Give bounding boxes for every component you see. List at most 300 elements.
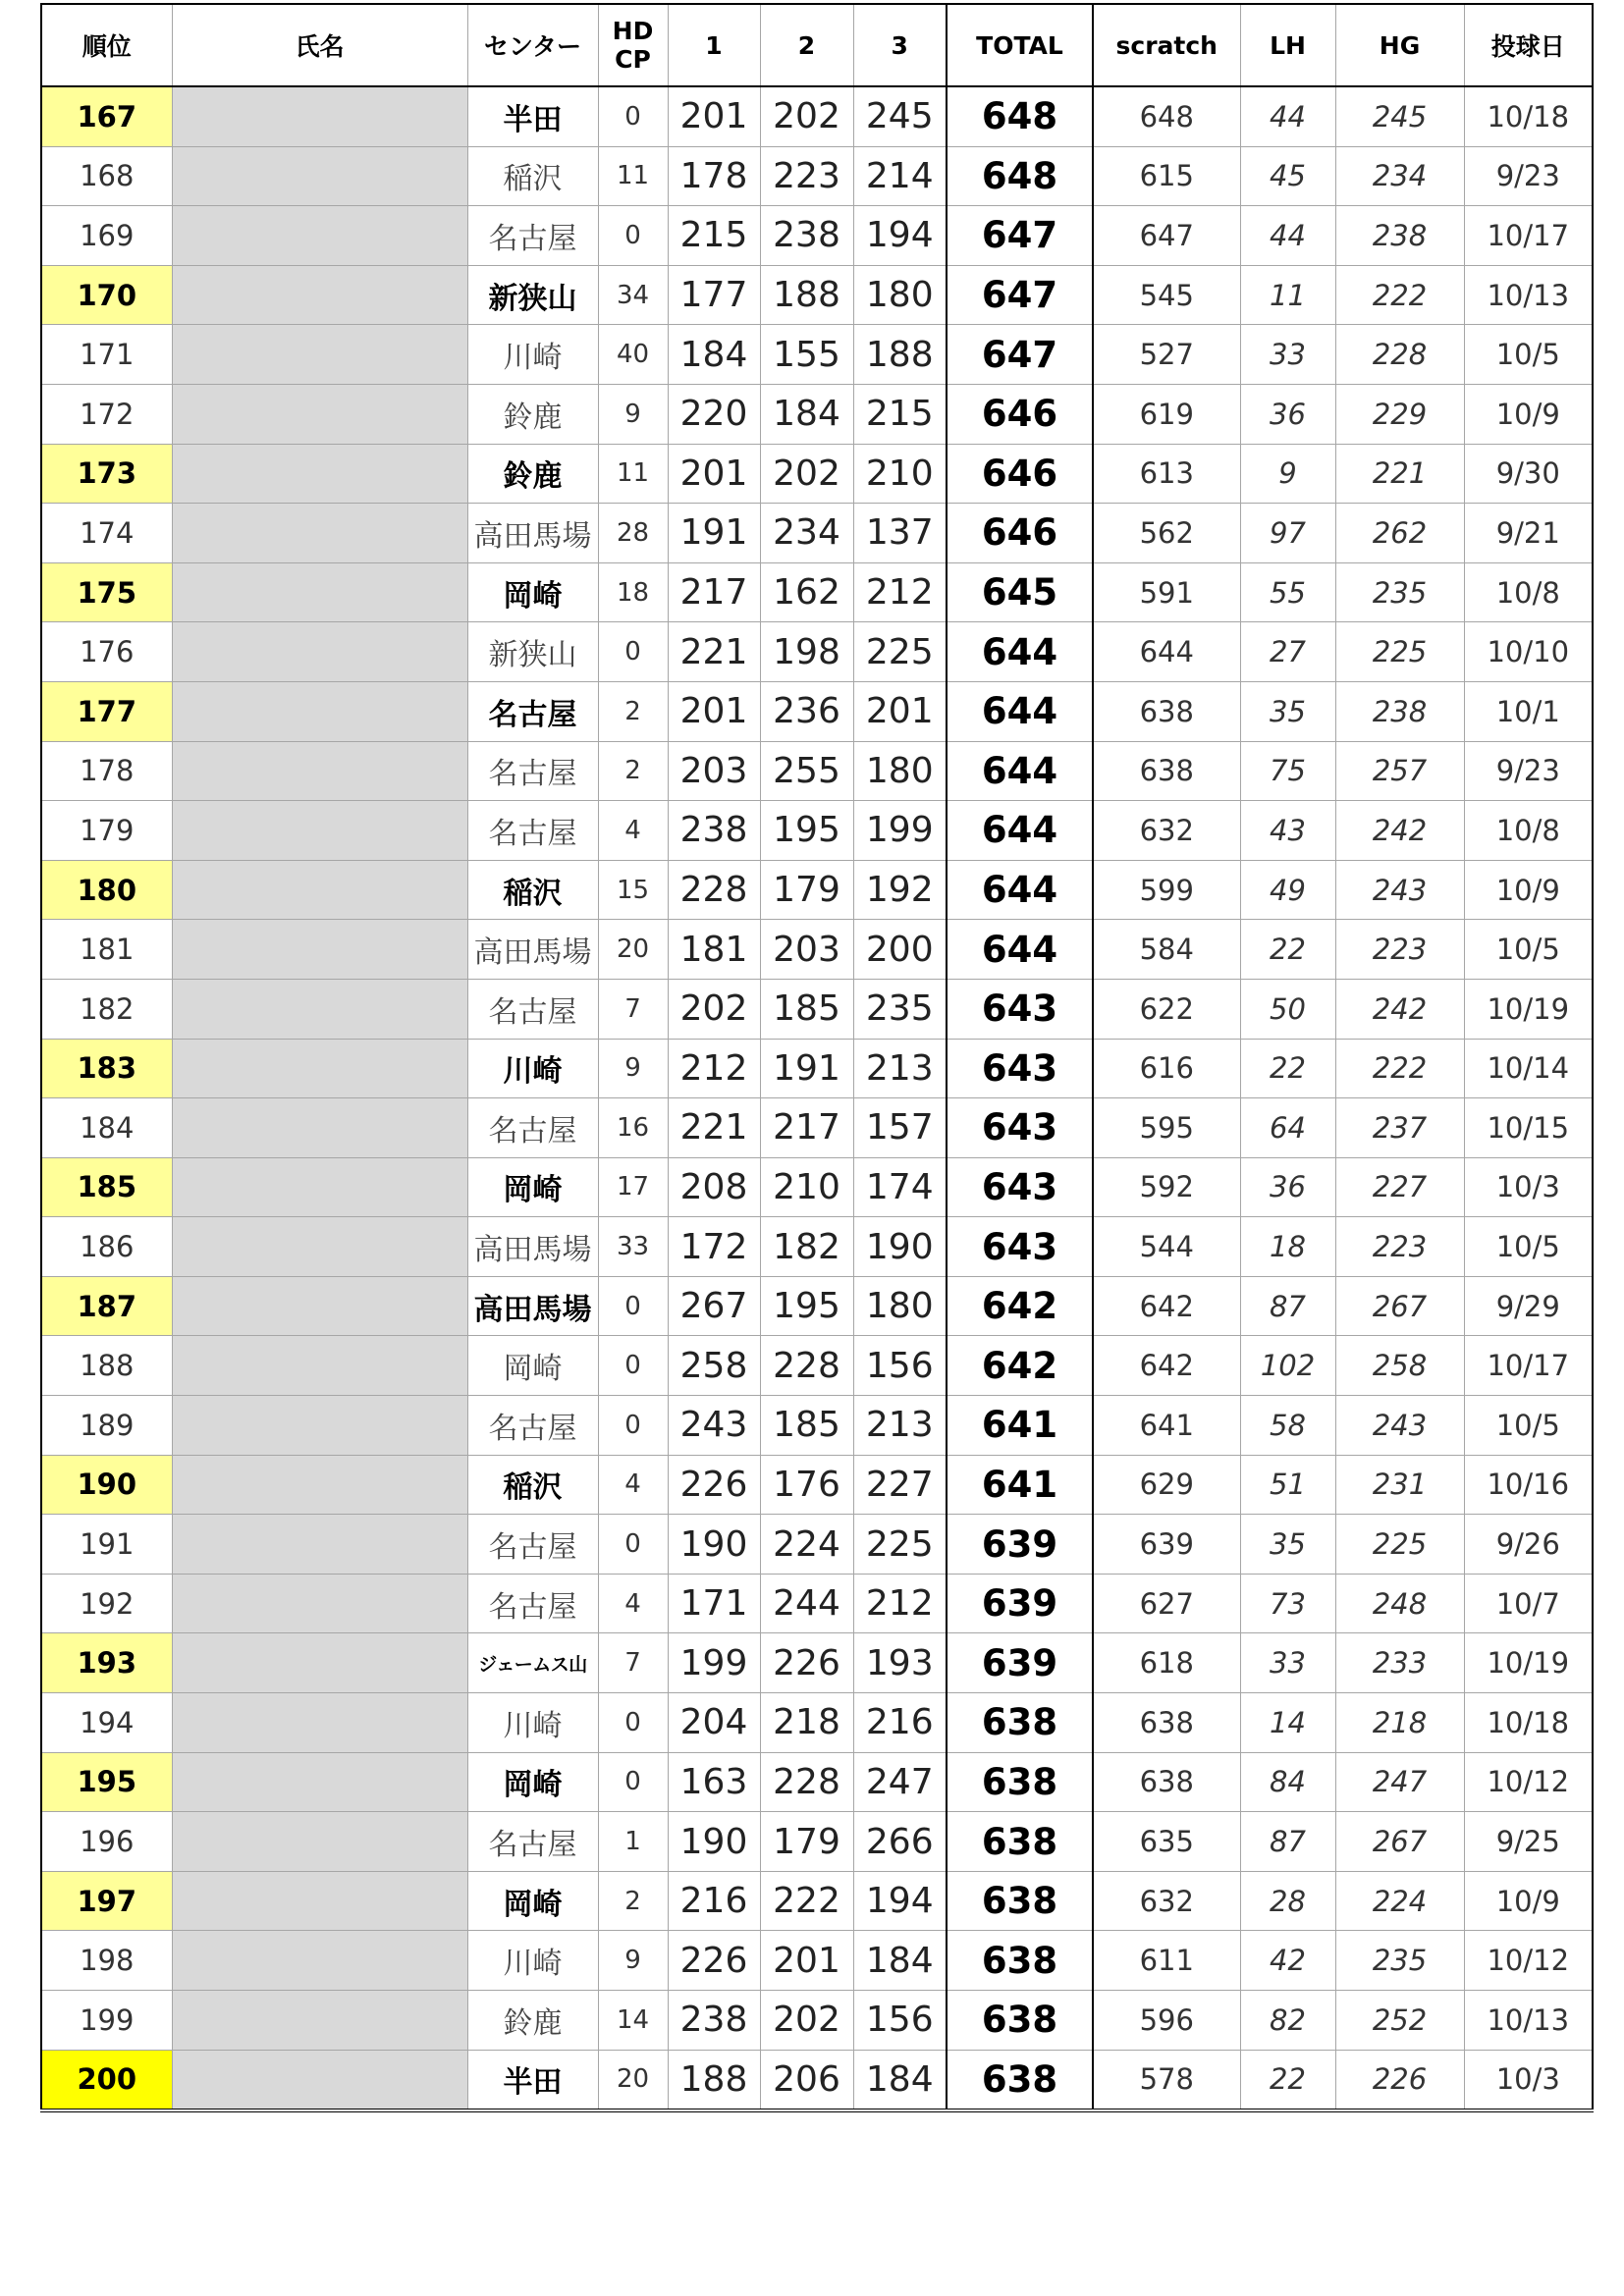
hg-cell: 267 — [1335, 1812, 1464, 1872]
hdcp-cell: 34 — [598, 265, 668, 325]
lh-cell: 64 — [1240, 1098, 1335, 1158]
center-cell: 半田 — [467, 86, 598, 146]
center-cell: 鈴鹿 — [467, 384, 598, 444]
game1-cell: 203 — [668, 741, 760, 801]
date-cell: 10/15 — [1464, 1098, 1593, 1158]
center-cell: 高田馬場 — [467, 920, 598, 980]
center-cell: 川崎 — [467, 1039, 598, 1098]
game3-cell: 213 — [853, 1396, 947, 1456]
rank-cell: 200 — [41, 2050, 172, 2110]
hdcp-cell: 7 — [598, 979, 668, 1039]
total-cell: 638 — [947, 1693, 1093, 1753]
game2-cell: 244 — [760, 1574, 853, 1633]
hdcp-cell: 33 — [598, 1217, 668, 1277]
lh-cell: 27 — [1240, 622, 1335, 682]
hdcp-cell: 4 — [598, 801, 668, 861]
center-cell: 新狭山 — [467, 622, 598, 682]
hg-cell: 248 — [1335, 1574, 1464, 1633]
game2-header: 2 — [760, 4, 853, 86]
name-cell — [172, 562, 467, 622]
game1-cell: 258 — [668, 1336, 760, 1396]
lh-cell: 102 — [1240, 1336, 1335, 1396]
game3-cell: 156 — [853, 1991, 947, 2051]
center-cell: 名古屋 — [467, 1515, 598, 1575]
table-row — [41, 1276, 1593, 1336]
game3-cell: 214 — [853, 146, 947, 206]
scratch-cell: 611 — [1093, 1931, 1240, 1991]
game2-cell: 202 — [760, 86, 853, 146]
table-row — [41, 1812, 1593, 1872]
name-cell — [172, 622, 467, 682]
name-cell — [172, 206, 467, 266]
game2-cell: 226 — [760, 1633, 853, 1693]
hdcp-cell: 4 — [598, 1455, 668, 1515]
scratch-cell: 635 — [1093, 1812, 1240, 1872]
scratch-cell: 627 — [1093, 1574, 1240, 1633]
hdcp-cell: 9 — [598, 1039, 668, 1098]
name-cell — [172, 1039, 467, 1098]
game2-cell: 202 — [760, 1991, 853, 2051]
game2-cell: 228 — [760, 1752, 853, 1812]
hg-cell: 223 — [1335, 920, 1464, 980]
name-cell — [172, 1991, 467, 2051]
name-cell — [172, 1396, 467, 1456]
game1-cell: 226 — [668, 1931, 760, 1991]
hg-cell: 225 — [1335, 1515, 1464, 1575]
center-cell: 新狭山 — [467, 265, 598, 325]
table-row — [41, 1455, 1593, 1515]
rank-cell: 182 — [41, 979, 172, 1039]
name-cell — [172, 741, 467, 801]
game1-cell: 188 — [668, 2050, 760, 2110]
hg-cell: 226 — [1335, 2050, 1464, 2110]
name-cell — [172, 1871, 467, 1931]
scratch-cell: 592 — [1093, 1157, 1240, 1217]
date-cell: 10/10 — [1464, 622, 1593, 682]
rank-cell: 189 — [41, 1396, 172, 1456]
center-cell: 川崎 — [467, 1931, 598, 1991]
total-cell: 646 — [947, 504, 1093, 563]
game2-cell: 223 — [760, 146, 853, 206]
game1-cell: 190 — [668, 1812, 760, 1872]
date-cell: 10/9 — [1464, 860, 1593, 920]
ranking-rows — [41, 86, 1593, 2110]
date-cell: 9/23 — [1464, 741, 1593, 801]
date-cell: 10/9 — [1464, 1871, 1593, 1931]
center-cell: 稲沢 — [467, 146, 598, 206]
name-cell — [172, 1098, 467, 1158]
date-cell: 10/1 — [1464, 681, 1593, 741]
lh-cell: 82 — [1240, 1991, 1335, 2051]
scratch-cell: 527 — [1093, 325, 1240, 385]
game2-cell: 236 — [760, 681, 853, 741]
hg-cell: 245 — [1335, 86, 1464, 146]
name-cell — [172, 2050, 467, 2110]
name-cell — [172, 265, 467, 325]
center-cell: 岡崎 — [467, 1336, 598, 1396]
total-cell: 643 — [947, 979, 1093, 1039]
game1-cell: 178 — [668, 146, 760, 206]
total-cell: 643 — [947, 1098, 1093, 1158]
lh-cell: 35 — [1240, 1515, 1335, 1575]
hg-cell: 227 — [1335, 1157, 1464, 1217]
date-cell: 10/12 — [1464, 1931, 1593, 1991]
total-cell: 638 — [947, 1752, 1093, 1812]
center-cell: 半田 — [467, 2050, 598, 2110]
center-cell: 岡崎 — [467, 1871, 598, 1931]
name-cell — [172, 920, 467, 980]
rank-cell: 170 — [41, 265, 172, 325]
table-row — [41, 1991, 1593, 2051]
center-cell: 名古屋 — [467, 741, 598, 801]
game2-cell: 238 — [760, 206, 853, 266]
lh-cell: 55 — [1240, 562, 1335, 622]
game3-cell: 213 — [853, 1039, 947, 1098]
scratch-cell: 618 — [1093, 1633, 1240, 1693]
scratch-cell: 619 — [1093, 384, 1240, 444]
game3-cell: 156 — [853, 1336, 947, 1396]
hdcp-cell: 0 — [598, 1752, 668, 1812]
table-row — [41, 1693, 1593, 1753]
game1-cell: 172 — [668, 1217, 760, 1277]
lh-cell: 49 — [1240, 860, 1335, 920]
game3-cell: 174 — [853, 1157, 947, 1217]
hdcp-cell: 2 — [598, 741, 668, 801]
scratch-cell: 616 — [1093, 1039, 1240, 1098]
table-row — [41, 562, 1593, 622]
game2-cell: 176 — [760, 1455, 853, 1515]
total-cell: 644 — [947, 801, 1093, 861]
game1-cell: 216 — [668, 1871, 760, 1931]
rank-cell: 190 — [41, 1455, 172, 1515]
lh-cell: 18 — [1240, 1217, 1335, 1277]
lh-cell: 33 — [1240, 1633, 1335, 1693]
game2-cell: 198 — [760, 622, 853, 682]
lh-cell: 50 — [1240, 979, 1335, 1039]
hdcp-cell: 2 — [598, 681, 668, 741]
hdcp-cell: 9 — [598, 1931, 668, 1991]
date-cell: 10/8 — [1464, 562, 1593, 622]
game2-cell: 162 — [760, 562, 853, 622]
total-cell: 647 — [947, 325, 1093, 385]
hg-cell: 258 — [1335, 1336, 1464, 1396]
total-cell: 644 — [947, 920, 1093, 980]
scratch-cell: 638 — [1093, 1752, 1240, 1812]
name-cell — [172, 1752, 467, 1812]
hg-cell: 247 — [1335, 1752, 1464, 1812]
hdcp-cell: 0 — [598, 1276, 668, 1336]
game3-cell: 193 — [853, 1633, 947, 1693]
table-row — [41, 1871, 1593, 1931]
table-row — [41, 504, 1593, 563]
center-header: センター — [467, 4, 598, 86]
total-cell: 638 — [947, 1871, 1093, 1931]
game1-cell: 163 — [668, 1752, 760, 1812]
hdcp-cell: 20 — [598, 920, 668, 980]
date-cell: 10/5 — [1464, 1396, 1593, 1456]
center-cell: 名古屋 — [467, 1396, 598, 1456]
hdcp-cell: 28 — [598, 504, 668, 563]
hdcp-cell: 0 — [598, 1336, 668, 1396]
game3-cell: 199 — [853, 801, 947, 861]
name-cell — [172, 1574, 467, 1633]
hdcp-cell: 0 — [598, 1515, 668, 1575]
date-cell: 10/12 — [1464, 1752, 1593, 1812]
scratch-cell: 644 — [1093, 622, 1240, 682]
lh-cell: 44 — [1240, 86, 1335, 146]
game1-cell: 191 — [668, 504, 760, 563]
game1-cell: 238 — [668, 801, 760, 861]
game3-cell: 137 — [853, 504, 947, 563]
lh-cell: 73 — [1240, 1574, 1335, 1633]
total-cell: 643 — [947, 1157, 1093, 1217]
game3-cell: 212 — [853, 562, 947, 622]
rank-cell: 172 — [41, 384, 172, 444]
hg-cell: 252 — [1335, 1991, 1464, 2051]
total-cell: 638 — [947, 2050, 1093, 2110]
hg-cell: 243 — [1335, 860, 1464, 920]
center-cell: 稲沢 — [467, 1455, 598, 1515]
hdcp-cell: 0 — [598, 622, 668, 682]
table-row — [41, 801, 1593, 861]
game3-cell: 194 — [853, 1871, 947, 1931]
name-cell — [172, 681, 467, 741]
lh-cell: 33 — [1240, 325, 1335, 385]
hg-cell: 242 — [1335, 801, 1464, 861]
name-cell — [172, 1812, 467, 1872]
game1-cell: 177 — [668, 265, 760, 325]
total-cell: 642 — [947, 1336, 1093, 1396]
date-cell: 10/7 — [1464, 1574, 1593, 1633]
rank-cell: 188 — [41, 1336, 172, 1396]
date-cell: 10/5 — [1464, 325, 1593, 385]
hdcp-cell: 11 — [598, 444, 668, 504]
hg-cell: 218 — [1335, 1693, 1464, 1753]
table-row — [41, 1039, 1593, 1098]
game2-cell: 203 — [760, 920, 853, 980]
game3-cell: 192 — [853, 860, 947, 920]
total-cell: 638 — [947, 1991, 1093, 2051]
game3-cell: 225 — [853, 622, 947, 682]
date-cell: 10/17 — [1464, 206, 1593, 266]
date-cell: 10/8 — [1464, 801, 1593, 861]
hdcp-cell: 14 — [598, 1991, 668, 2051]
name-cell — [172, 1693, 467, 1753]
game1-cell: 267 — [668, 1276, 760, 1336]
hdcp-cell: 20 — [598, 2050, 668, 2110]
total-cell: 644 — [947, 860, 1093, 920]
rank-cell: 196 — [41, 1812, 172, 1872]
game2-cell: 185 — [760, 1396, 853, 1456]
ranking-table — [40, 3, 1594, 2112]
name-header: 氏名 — [172, 4, 467, 86]
center-cell: 名古屋 — [467, 206, 598, 266]
hg-cell: 224 — [1335, 1871, 1464, 1931]
game2-cell: 222 — [760, 1871, 853, 1931]
hg-cell: 222 — [1335, 1039, 1464, 1098]
rank-cell: 191 — [41, 1515, 172, 1575]
scratch-cell: 632 — [1093, 1871, 1240, 1931]
date-cell: 10/3 — [1464, 2050, 1593, 2110]
rank-cell: 169 — [41, 206, 172, 266]
game2-cell: 195 — [760, 801, 853, 861]
rank-cell: 199 — [41, 1991, 172, 2051]
game3-cell: 184 — [853, 1931, 947, 1991]
game2-cell: 234 — [760, 504, 853, 563]
rank-cell: 175 — [41, 562, 172, 622]
total-cell: 641 — [947, 1455, 1093, 1515]
total-cell: 647 — [947, 265, 1093, 325]
game1-cell: 184 — [668, 325, 760, 385]
hdcp-cell: 11 — [598, 146, 668, 206]
game2-cell: 202 — [760, 444, 853, 504]
scratch-cell: 647 — [1093, 206, 1240, 266]
center-cell: ジェームス山 — [467, 1633, 598, 1693]
lh-cell: 11 — [1240, 265, 1335, 325]
table-row — [41, 1157, 1593, 1217]
game1-cell: 190 — [668, 1515, 760, 1575]
hg-cell: 223 — [1335, 1217, 1464, 1277]
hg-cell: 221 — [1335, 444, 1464, 504]
name-cell — [172, 1336, 467, 1396]
scratch-cell: 584 — [1093, 920, 1240, 980]
hg-cell: 233 — [1335, 1633, 1464, 1693]
game2-cell: 228 — [760, 1336, 853, 1396]
game1-cell: 201 — [668, 444, 760, 504]
hdcp-cell: 0 — [598, 1693, 668, 1753]
scratch-cell: 641 — [1093, 1396, 1240, 1456]
table-row — [41, 2050, 1593, 2110]
game2-cell: 210 — [760, 1157, 853, 1217]
hg-cell: 238 — [1335, 681, 1464, 741]
lh-cell: 58 — [1240, 1396, 1335, 1456]
game3-cell: 215 — [853, 384, 947, 444]
date-cell: 10/3 — [1464, 1157, 1593, 1217]
game1-cell: 201 — [668, 86, 760, 146]
total-cell: 646 — [947, 444, 1093, 504]
table-row — [41, 265, 1593, 325]
game2-cell: 255 — [760, 741, 853, 801]
rank-cell: 183 — [41, 1039, 172, 1098]
lh-cell: 22 — [1240, 2050, 1335, 2110]
rank-cell: 193 — [41, 1633, 172, 1693]
scratch-cell: 545 — [1093, 265, 1240, 325]
center-cell: 名古屋 — [467, 681, 598, 741]
game1-cell: 208 — [668, 1157, 760, 1217]
table-row — [41, 444, 1593, 504]
game3-cell: 184 — [853, 2050, 947, 2110]
scratch-cell: 599 — [1093, 860, 1240, 920]
date-cell: 9/26 — [1464, 1515, 1593, 1575]
date-cell: 10/18 — [1464, 86, 1593, 146]
date-cell: 9/30 — [1464, 444, 1593, 504]
name-cell — [172, 1515, 467, 1575]
lh-cell: 44 — [1240, 206, 1335, 266]
rank-cell: 181 — [41, 920, 172, 980]
rank-cell: 177 — [41, 681, 172, 741]
name-cell — [172, 801, 467, 861]
game3-cell: 225 — [853, 1515, 947, 1575]
game3-cell: 247 — [853, 1752, 947, 1812]
game1-cell: 221 — [668, 1098, 760, 1158]
center-cell: 名古屋 — [467, 979, 598, 1039]
hdcp-cell: 0 — [598, 206, 668, 266]
lh-cell: 36 — [1240, 1157, 1335, 1217]
hg-cell: 228 — [1335, 325, 1464, 385]
center-cell: 岡崎 — [467, 1752, 598, 1812]
scratch-cell: 622 — [1093, 979, 1240, 1039]
scratch-cell: 632 — [1093, 801, 1240, 861]
lh-cell: 22 — [1240, 1039, 1335, 1098]
total-cell: 645 — [947, 562, 1093, 622]
game1-cell: 228 — [668, 860, 760, 920]
total-cell: 644 — [947, 622, 1093, 682]
name-cell — [172, 1931, 467, 1991]
hdcp-header-line1: HD — [612, 17, 654, 45]
table-row — [41, 1336, 1593, 1396]
scratch-header: scratch — [1093, 4, 1240, 86]
center-cell: 名古屋 — [467, 1574, 598, 1633]
date-cell: 10/9 — [1464, 384, 1593, 444]
rank-cell: 171 — [41, 325, 172, 385]
lh-cell: 51 — [1240, 1455, 1335, 1515]
hdcp-cell: 0 — [598, 86, 668, 146]
scratch-cell: 591 — [1093, 562, 1240, 622]
rank-header: 順位 — [41, 4, 172, 86]
game1-cell: 202 — [668, 979, 760, 1039]
game1-cell: 243 — [668, 1396, 760, 1456]
game2-cell: 195 — [760, 1276, 853, 1336]
table-row — [41, 1098, 1593, 1158]
date-cell: 9/21 — [1464, 504, 1593, 563]
hdcp-cell: 4 — [598, 1574, 668, 1633]
total-cell: 648 — [947, 146, 1093, 206]
total-cell: 641 — [947, 1396, 1093, 1456]
game3-cell: 227 — [853, 1455, 947, 1515]
game1-cell: 226 — [668, 1455, 760, 1515]
lh-cell: 87 — [1240, 1276, 1335, 1336]
game3-cell: 190 — [853, 1217, 947, 1277]
game3-cell: 210 — [853, 444, 947, 504]
game3-cell: 245 — [853, 86, 947, 146]
rank-cell: 194 — [41, 1693, 172, 1753]
hdcp-cell: 7 — [598, 1633, 668, 1693]
total-cell: 639 — [947, 1574, 1093, 1633]
game2-cell: 179 — [760, 860, 853, 920]
game2-cell: 188 — [760, 265, 853, 325]
date-cell: 10/14 — [1464, 1039, 1593, 1098]
rank-cell: 179 — [41, 801, 172, 861]
game2-cell: 155 — [760, 325, 853, 385]
hg-cell: 267 — [1335, 1276, 1464, 1336]
center-cell: 高田馬場 — [467, 1276, 598, 1336]
total-cell: 647 — [947, 206, 1093, 266]
name-cell — [172, 979, 467, 1039]
game1-cell: 221 — [668, 622, 760, 682]
scratch-cell: 578 — [1093, 2050, 1240, 2110]
hg-cell: 229 — [1335, 384, 1464, 444]
date-cell: 9/25 — [1464, 1812, 1593, 1872]
header-row — [41, 4, 1593, 86]
game2-cell: 184 — [760, 384, 853, 444]
table-row — [41, 86, 1593, 146]
hg-cell: 234 — [1335, 146, 1464, 206]
hdcp-cell: 1 — [598, 1812, 668, 1872]
table-row — [41, 206, 1593, 266]
name-cell — [172, 1217, 467, 1277]
name-cell — [172, 444, 467, 504]
lh-cell: 14 — [1240, 1693, 1335, 1753]
